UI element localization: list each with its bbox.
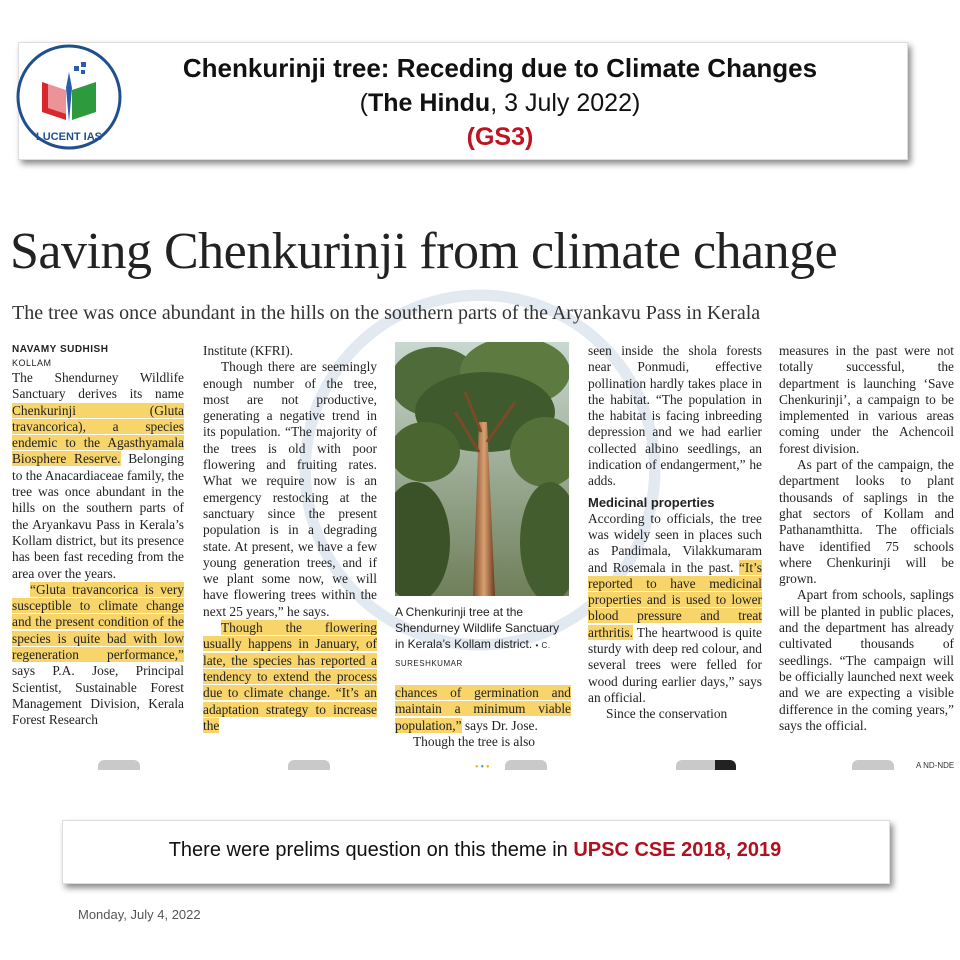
scroll-marker (98, 760, 140, 770)
paragraph: Since the conservation (606, 706, 728, 722)
paragraph: Apart from schools, saplings will be planted in public places, and the department has already cultivated thousands of seedlings. “The campaign will be officially launched next week and we are expecting a visible difference in the coming years,” says the official. (779, 587, 954, 733)
dateline: KOLLAM (12, 358, 52, 368)
paragraph: As part of the campaign, the department looks to plant thousands of saplings in the ghat sectors of Kollam and Pathanamthitta. The officials have identified 75 schools where Chenkurinji will be grown. (779, 457, 954, 587)
article-column-3 (395, 685, 571, 750)
highlight: Though the flowering usually happens in January, of late, the species has reported a tendency to extend the process due to climate change. “It’s an adaptation strategy to increase the (203, 620, 377, 733)
paragraph: Though the tree is also (413, 733, 535, 749)
article-headline: Saving Chenkurinji from climate change (10, 223, 838, 280)
paragraph (203, 620, 377, 734)
exam-years: UPSC CSE 2018, 2019 (573, 839, 782, 861)
paragraph: seen inside the shola forests near Ponmudi, effective pollination hardly takes place in the habitat. “The population in the habitat is facing inbreeding depression and we had earlier collected albino seedlings, an indication of endangerment,” he adds. (588, 343, 762, 489)
tree-photo (395, 342, 569, 596)
page-title: Chenkurinji tree: Receding due to Climate Changes (182, 53, 818, 83)
article-column-5 (779, 343, 954, 734)
paragraph: The Shendurney Wildlife Sanctuary derives its name Chenkurinji (Gluta travancorica), a species endemic to the Agasthyamala Biosphere Reserve. Belonging to the Anacardiaceae family, the tree was once abundant in the hills on the southern parts of the Aryankavu Pass in Kerala’s Kollam district, but its presence has been fast receding from the area over the years. (12, 370, 185, 581)
page-dots: ••• (475, 762, 492, 773)
scroll-marker (852, 760, 894, 770)
photo-credit: • C. SURESHKUMAR (395, 641, 551, 668)
byline: NAVAMY SUDHISH (12, 344, 109, 355)
article-standfirst: The tree was once abundant in the hills on the southern parts of the Aryankavu Pass in Kerala (12, 302, 761, 324)
photo-caption: A Chenkurinji tree at the Shendurney Wildlife Sanctuary in Kerala’s Kollam district. • C. SURESHKUMAR (395, 605, 560, 668)
footer-note: There were prelims question on this theme in UPSC CSE 2018, 2019 (168, 839, 782, 861)
paragraph: chances of germination and maintain a minimum viable population,” says Dr. Jose. (395, 685, 571, 733)
highlight: “It’s reported to have medicinal properties and is used to lower blood pressure and treat arthritis. (588, 559, 762, 640)
article-column-4 (588, 343, 762, 723)
paragraph: Though there are seemingly enough number of the tree, most are not productive, generating a negative trend in its population. “The majority of the trees is old with poor flowering and fruiting rates. What we require now is an emergency restocking at the sanctuary since the present population is in a degrading state. At present, we have a few young generation trees, and if we plant some now, we will have flowering trees within the next 25 years,” he says. (203, 359, 377, 619)
source-line: (The Hindu, 3 July 2022) (359, 89, 641, 117)
logo-text: LUCENT IAS (36, 131, 102, 143)
scroll-marker (505, 760, 547, 770)
date-label: Monday, July 4, 2022 (78, 907, 201, 922)
subheading: Medicinal properties (588, 494, 715, 510)
article-column-2 (203, 343, 377, 734)
highlight: Chenkurinji (Gluta travancorica), a species endemic to the Agasthyamala Biosphere Reserve. (12, 402, 184, 467)
paragraph: “Gluta travancorica is very susceptible to climate change and the present condition of the species is quite bad with low regeneration performance,” says P.A. Jose, Principal Scientist, Sustainable Forest Management Division, Kerala Forest Research (12, 581, 184, 728)
source-name: The Hindu (368, 89, 491, 117)
article-column-1 (12, 343, 184, 729)
paragraph: According to officials, the tree was widely seen in places such as Pandimala, Vilakkumaram and Rosemala in the past. “It’s reported to have medicinal properties and is used to lower blood pressure and treat arthritis. The heartwood is quite sturdy with deep red colour, and several trees were felled for wood during earlier days,” says an official. (588, 510, 762, 705)
paragraph: Institute (KFRI). (203, 343, 294, 358)
paragraph: measures in the past were not totally successful, the department is launching ‘Save Chenkurinji’, a campaign to be implemented in various areas coming under the Achencoil forest division. (779, 343, 954, 456)
lucent-ias-logo (14, 42, 124, 152)
scroll-marker (288, 760, 330, 770)
edition-mark: A ND-NDE (916, 761, 955, 770)
newspaper-clipping (0, 170, 960, 780)
highlight: chances of germination and maintain a minimum viable population,” (395, 685, 571, 733)
scroll-marker (676, 760, 736, 770)
highlight: “Gluta travancorica is very susceptible to climate change and the present condition of the species is quite bad with low regeneration performance,” (12, 581, 184, 663)
paper-tag: (GS3) (466, 123, 534, 151)
